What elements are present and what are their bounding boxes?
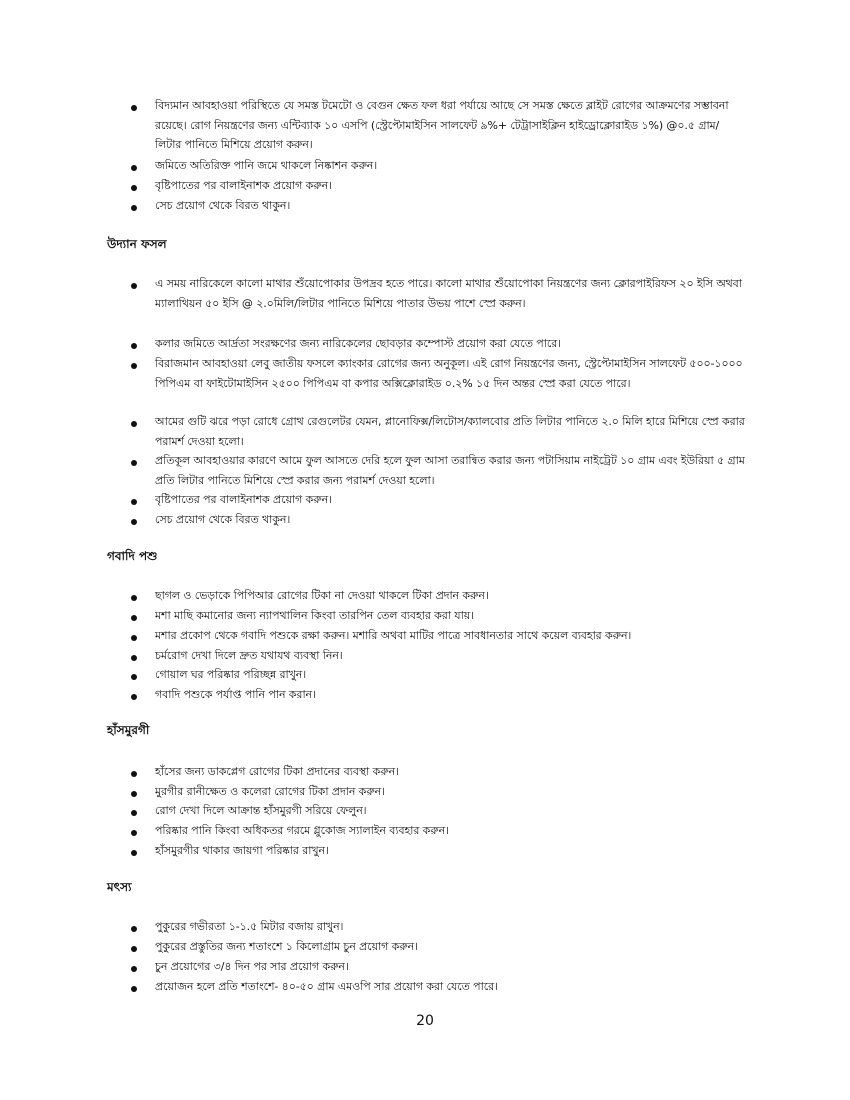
document-page: বিদ্যমান আবহাওয়া পরিস্থিতে যে সমস্ত টমেটো ও বেগুন ক্ষেত ফল ধরা পর্যায়ে আছে সে সমস্ত ক্ষেতে ব্লাইট রোগের আক্রমণের সম্ভাবনা রয়েছে। রোগ নিয়ন্ত্রণের জন্য এন্টিব্যাক ১০ এসপি (স্ট্রেপ্টোমাইসিন সালফেট ৯%+ টেট্রাসাইক্লিন হাইড্রোক্লোরাইড ১%) @০.৫ গ্রাম/লিটার পানিতে মিশিয়ে প্রয়োগ করুন। জমিতে অতিরিক্ত পানি জমে থাকলে নিষ্কাশন করুন। বৃষ্টিপাতের পর বালাইনাশক প্রয়োগ করুন। সেচ প্রয়োগ থেকে বিরত থাকুন। উদ্যান ফসল এ সময় নারিকেলে কালো মাথার শুঁয়োপোকার উপদ্রব হতে পারে। কালো মাথার শুঁয়োপোকা নিয়ন্ত্রণের জন্য ক্লোরপাইরিফস ২০ ইসি অথবা ম্যালাথিয়ন ৫০ ইসি @ ২.০মিলি/লিটার পানিতে মিশিয়ে পাতার উভয় পাশে স্প্রে করুন। কলার জমিতে আর্দ্রতা সংরক্ষণের জন্য নারিকেলের ছোবড়ার কম্পোস্ট প্রয়োগ করা যেতে পারে। বিরাজমান আবহাওয়া লেবু জাতীয় ফসলে ক্যাংকার রোগের জন্য অনুকূল। এই রোগ নিয়ন্ত্রণের জন্য, স্ট্রেপ্টোমাইসিন সালফেট ৫০০-১০০০ পিপিএম বা ফাইটোমাইসিন ২৫০০ পিপিএম বা কপার অক্সিক্লোরাইড ০.২% ১৫ দিন অন্তর স্প্রে করা যেতে পারে। আমের গুটি ঝরে পড়া রোধে গ্রোথ রেগুলেটর যেমন, প্লানোফিক্স/লিটোস/ক্যালবোর প্রতি লিটার পানিতে ২.০ মিলি হারে মিশিয়ে স্প্রে করার পরামর্শ দেওয়া হলো। প্রতিকূল আবহাওয়ার কারণে আমে ফুল আসতে দেরি হলে ফুল আসা তরান্বিত করার জন্য পটাসিয়াম নাইট্রেট ১০ গ্রাম এবং ইউরিয়া ৫ গ্রাম প্রতি লিটার পানিতে মিশিয়ে স্প্রে করার জন্য পরামর্শ দেওয়া হলো। বৃষ্টিপাতের পর বালাইনাশক প্রয়োগ করুন। সেচ প্রয়োগ থেকে বিরত থাকুন। গবাদি পশু ছাগল ও ভেড়াকে পিপিআর রোগের টিকা না দেওয়া থাকলে টিকা প্রদান করুন। মশা মাছি কমানোর জন্য ন্যাপথালিন কিংবা তারপিন তেল ব্যবহার করা যায়। মশার প্রকোপ থেকে গবাদি পশুকে রক্ষা করুন। মশারি অথবা মাটির পাত্রে সাবধানতার সাথে কয়েল ব্যবহার করুন। চর্মরোগ দেখা দিলে দ্রুত যথাযথ ব্যবস্থা নিন। গোয়াল ঘর পরিষ্কার পরিচ্ছন্ন রাখুন। গবাদি পশুকে পর্যাপ্ত পানি পান করান। হাঁসমুরগী হাঁসের জন্য ডাকপ্লেগ রোগের টিকা প্রদানের ব্যবস্থা করুন। মুরগীর রানীক্ষেত ও কলেরা রোগের টিকা প্রদান করুন। রোগ দেখা দিলে আক্রান্ত হাঁসমুরগী সরিয়ে ফেলুন। পরিষ্কার পানি কিংবা অধিকতর গরমে গ্লুকোজ স্যালাইন ব্যবহার করুন। হাঁসমুরগীর থাকার জায়গা পরিষ্কার রাখুন। মৎস্য পুকুরের গভীরতা ১-১.৫ মিটার বজায় রাখুন। পুকুরের প্রস্তুতির জন্য শতাংশে ১ কিলোগ্রাম চুন প্রয়োগ করুন। চুন প্রয়োগের ৩/৪ দিন পর সার প্রয়োগ করুন। প্রয়োজন হলে প্রতি শতাংশে- ৪০-৫০ গ্রাম এমওপি সার প্রয়োগ করা যেতে পারে। 20 (0, 0, 850, 1100)
section-heading-livestock: গবাদি পশু (107, 549, 158, 563)
bullet-icon (131, 635, 137, 641)
bullet-icon (131, 460, 137, 466)
bullet-icon (131, 655, 137, 661)
bullet-icon (131, 185, 137, 191)
bullet-icon (131, 926, 137, 932)
bullet-icon (131, 499, 137, 505)
bullet-icon (131, 966, 137, 972)
bullet-icon (131, 363, 137, 369)
bullet-icon (131, 810, 137, 816)
section-heading-horticulture: উদ্যান ফসল (107, 237, 167, 251)
bullet-icon (131, 205, 137, 211)
bullet-icon (131, 946, 137, 952)
bullet-icon (131, 850, 137, 856)
bullet-icon (131, 986, 137, 992)
section-heading-poultry: হাঁসমুরগী (107, 723, 150, 737)
bullet-icon (131, 674, 137, 680)
bullet-icon (131, 165, 137, 171)
bullet-icon (131, 343, 137, 349)
bullet-icon (131, 421, 137, 427)
bullet-icon (131, 283, 137, 289)
bullet-icon (131, 791, 137, 797)
page-number: 20 (416, 1013, 434, 1029)
bullet-icon (131, 830, 137, 836)
bullet-icon (131, 519, 137, 525)
bullet-icon (131, 694, 137, 700)
section-heading-fisheries: মৎস্য (107, 880, 132, 894)
bullet-icon (131, 595, 137, 601)
bullet-icon (131, 615, 137, 621)
bullet-icon (131, 771, 137, 777)
bullet-icon (131, 105, 137, 111)
